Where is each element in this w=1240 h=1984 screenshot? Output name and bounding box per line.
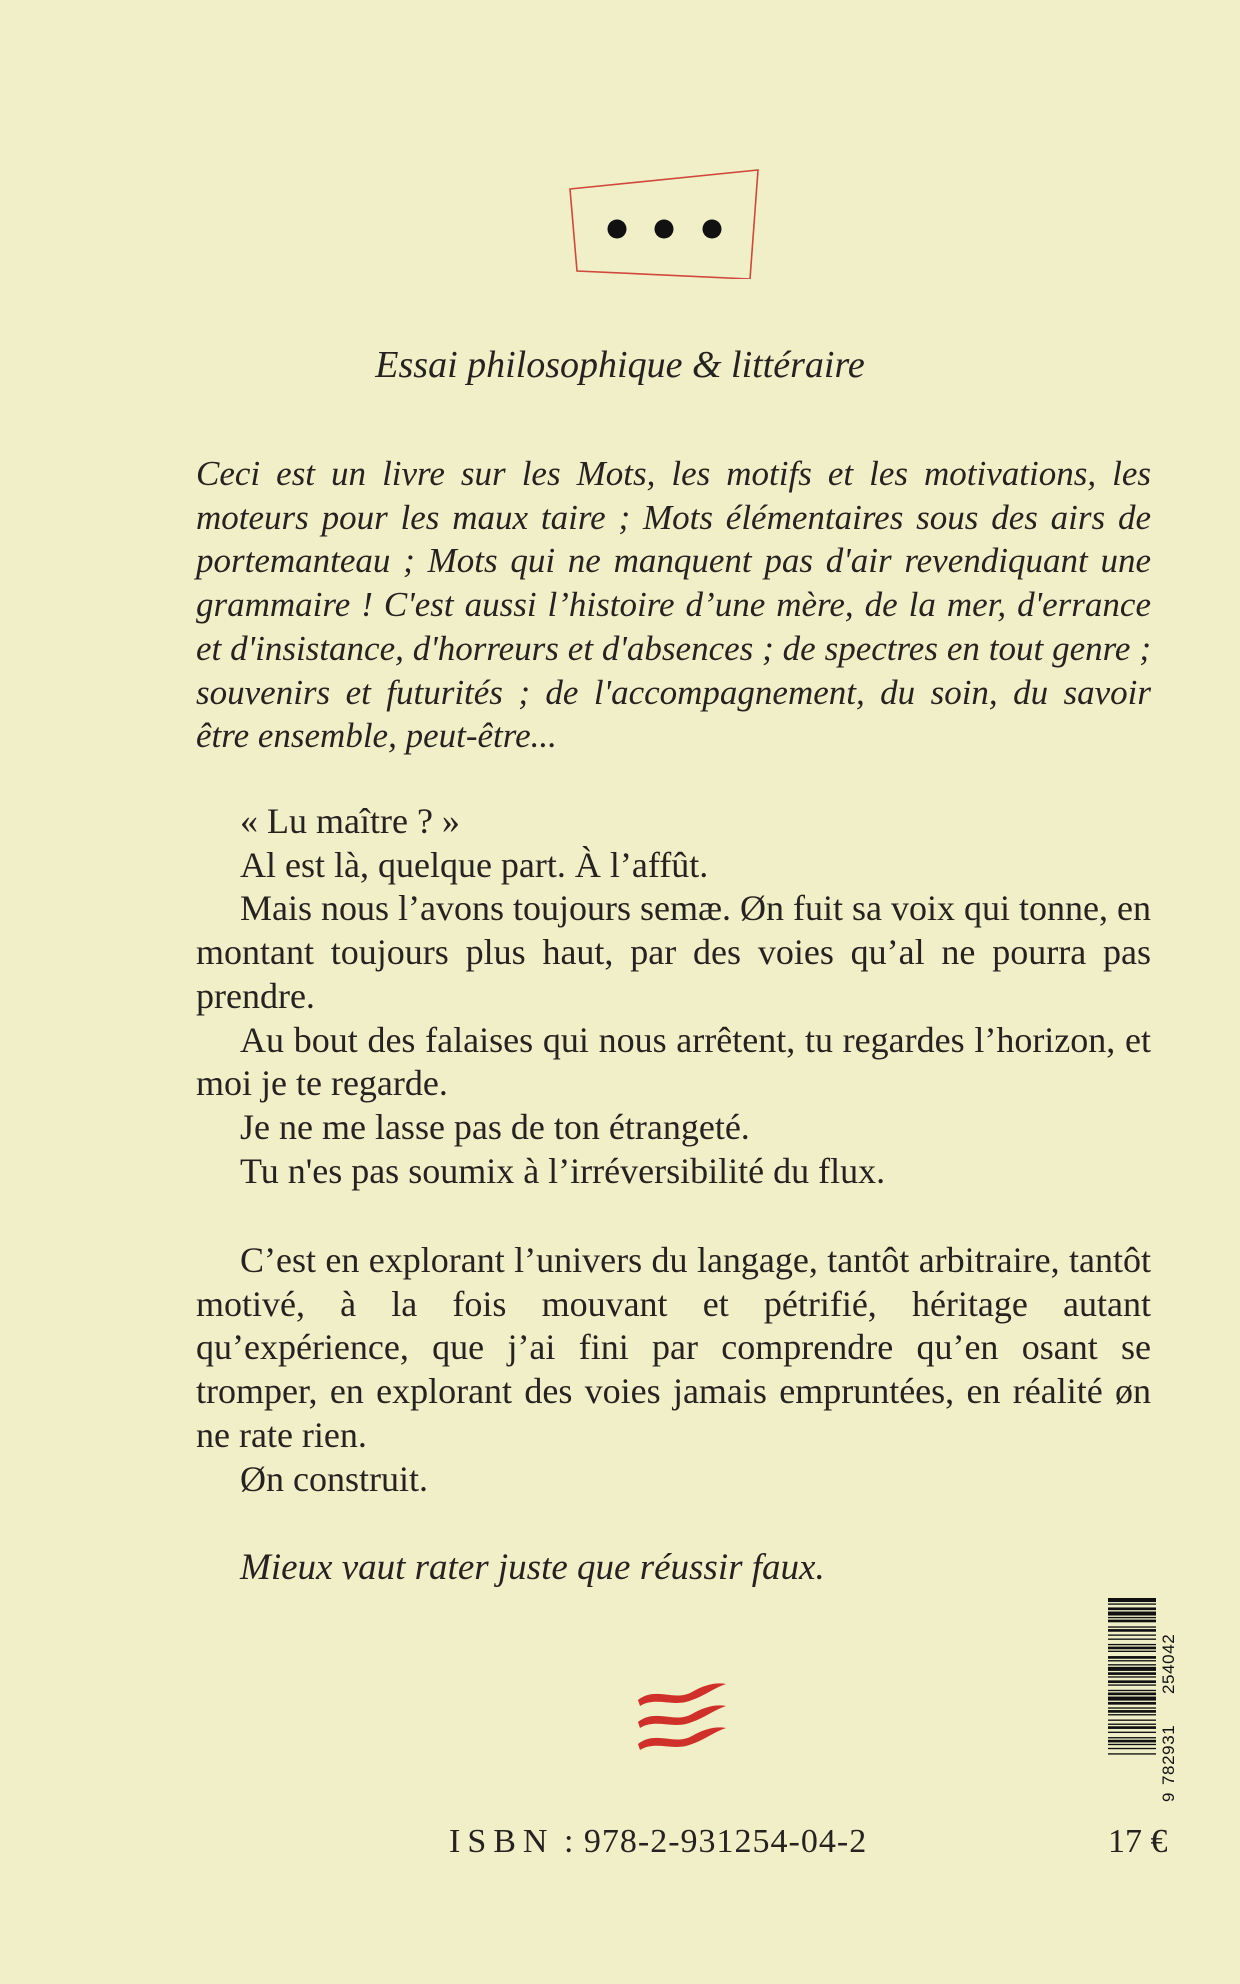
barcode-bar	[1108, 1702, 1156, 1705]
barcode-bar	[1108, 1644, 1156, 1645]
speech-bubble-ellipsis-icon	[566, 167, 760, 279]
barcode-icon	[1108, 1598, 1180, 1802]
excerpt-line: Au bout des falaises qui nous arrêtent, tu regardes l’horizon, et moi je te regarde.	[196, 1019, 1151, 1104]
excerpt-line: « Lu maître ? »	[240, 801, 460, 841]
price-label: 17 €	[1108, 1823, 1168, 1860]
barcode-bar	[1108, 1598, 1156, 1602]
barcode-bar	[1108, 1651, 1156, 1652]
wave-lines-icon	[634, 1678, 730, 1756]
barcode-bar	[1108, 1737, 1156, 1738]
barcode-bar	[1108, 1697, 1156, 1701]
barcode-bar	[1108, 1664, 1156, 1665]
barcode-digits-group2: 782931	[1159, 1724, 1178, 1785]
blurb-text: Ceci est un livre sur les Mots, les motifs et les motivations, les moteurs pour les maux taire ; Mots élémentaires sous des airs de portemanteau ; Mots qui ne manquent pas d'air revendiquant une grammaire ! C'est aussi l’histoire d’une mère, de la mer, d'errance et d'insistance, d'horreurs et d'absences ; de spectres en tout genre ; souvenirs et futurités ; de l'accompagnement, du soin, du savoir être ensemble, peut-être...	[196, 454, 1151, 756]
barcode-bar	[1108, 1680, 1156, 1683]
barcode-bar	[1108, 1603, 1156, 1604]
genre-subtitle: Essai philosophique & littéraire	[375, 344, 865, 386]
barcode-bar	[1108, 1660, 1156, 1661]
barcode-bar	[1108, 1626, 1156, 1627]
motto: Mieux vaut rater juste que réussir faux.	[240, 1547, 825, 1588]
barcode-bar	[1108, 1714, 1156, 1715]
barcode-bar	[1108, 1620, 1156, 1623]
barcode-bar	[1108, 1607, 1156, 1610]
excerpt-line: Tu n'es pas soumix à l’irréversibilité du flux.	[240, 1150, 886, 1191]
excerpt-line: Je ne me lasse pas de ton étrangeté.	[240, 1106, 750, 1147]
barcode-bar	[1108, 1748, 1156, 1749]
barcode-bar	[1108, 1710, 1156, 1713]
barcode-bar	[1108, 1656, 1156, 1659]
barcode-digits-group3: 254042	[1159, 1633, 1178, 1694]
isbn-line	[449, 1820, 867, 1864]
barcode-bar	[1108, 1693, 1156, 1696]
barcode-bar	[1108, 1690, 1156, 1691]
barcode-bar	[1108, 1672, 1156, 1675]
isbn-label: ISBN	[449, 1823, 555, 1860]
barcode-bar	[1108, 1726, 1156, 1729]
barcode-bar	[1108, 1724, 1156, 1725]
barcode-bar	[1108, 1617, 1156, 1618]
barcode-bar	[1108, 1707, 1156, 1708]
excerpt-line: Al est là, quelque part. À l’affût.	[240, 844, 709, 885]
isbn-number: : 978-2-931254-04-2	[563, 1823, 868, 1860]
barcode-bar	[1108, 1720, 1156, 1721]
blurb-paragraph	[196, 452, 1151, 758]
barcode-bar	[1108, 1647, 1156, 1650]
barcode-bar	[1108, 1629, 1156, 1632]
reflection-block	[196, 1239, 1151, 1501]
barcode-bar	[1108, 1676, 1156, 1677]
barcode-bar	[1108, 1753, 1156, 1754]
barcode-bar	[1108, 1744, 1156, 1745]
barcode-digits-group1: 9	[1159, 1792, 1178, 1802]
barcode-bar	[1108, 1667, 1156, 1671]
reflection-paragraph: C’est en explorant l’univers du langage, tantôt arbitraire, tantôt motivé, à la fois mouvant et pétrifié, héritage autant qu’expérience, que j’ai fini par comprendre qu’en osant se tromper, en explorant des voies jamais empruntées, en réalité øn ne rate rien.	[196, 1240, 1151, 1455]
excerpt-block	[196, 800, 1151, 1193]
barcode-bar	[1108, 1684, 1156, 1685]
barcode-bar	[1108, 1740, 1156, 1743]
excerpt-line: Mais nous l’avons toujours semæ. Øn fuit sa voix qui tonne, en montant toujours plus haut, par des voies qu’al ne pourra pas prendre.	[196, 888, 1151, 1016]
barcode-bar	[1108, 1634, 1156, 1635]
barcode-bar	[1108, 1639, 1156, 1640]
barcode-bar	[1108, 1612, 1156, 1616]
reflection-paragraph: Øn construit.	[240, 1458, 428, 1499]
barcode-bar	[1108, 1732, 1156, 1733]
